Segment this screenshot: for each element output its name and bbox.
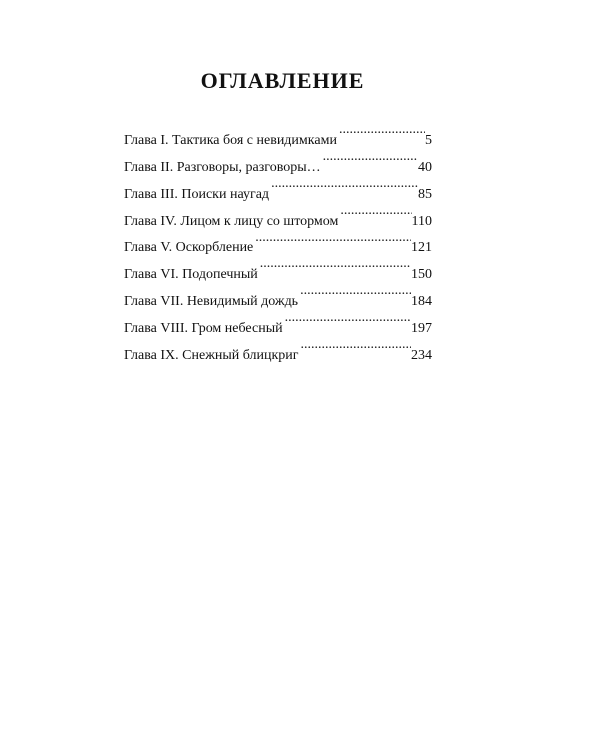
toc-entry bbox=[124, 117, 432, 148]
toc-entry-title: Глава I. Тактика боя с невидимками bbox=[124, 132, 337, 148]
toc-page-number: 197 bbox=[411, 321, 432, 337]
toc-entry-title: Глава VIII. Гром небесный bbox=[124, 321, 283, 337]
toc-entry-title: Глава V. Оскорбление bbox=[124, 240, 254, 256]
toc-entry-title: Глава IX. Снежный блицкриг bbox=[124, 348, 299, 364]
toc-page-number: 121 bbox=[411, 240, 432, 256]
table-of-contents bbox=[124, 117, 432, 364]
dot-leader bbox=[300, 278, 411, 305]
dot-leader bbox=[255, 225, 411, 252]
dot-leader bbox=[301, 332, 411, 359]
toc-page-number: 5 bbox=[425, 132, 432, 148]
toc-entry-title: Глава III. Поиски наугад bbox=[124, 186, 270, 202]
toc-page-number: 184 bbox=[411, 294, 432, 310]
page-title: ОГЛАВЛЕНИЕ bbox=[200, 68, 365, 93]
toc-page-number: 110 bbox=[411, 213, 432, 229]
toc-page-number: 40 bbox=[418, 159, 432, 175]
toc-entry-title: Глава VII. Невидимый дождь bbox=[124, 294, 299, 310]
dot-leader bbox=[323, 144, 418, 171]
dot-leader bbox=[271, 171, 418, 198]
toc-entry-title: Глава II. Разговоры, разговоры… bbox=[124, 159, 321, 175]
toc-page-number: 234 bbox=[411, 348, 432, 364]
toc-page-number: 85 bbox=[418, 186, 432, 202]
dot-leader bbox=[260, 251, 411, 278]
toc-entry-title: Глава VI. Подопечный bbox=[124, 267, 258, 283]
dot-leader bbox=[285, 305, 411, 332]
toc-entry-title: Глава IV. Лицом к лицу со штормом bbox=[124, 213, 339, 229]
dot-leader bbox=[340, 198, 411, 225]
toc-page-number: 150 bbox=[411, 267, 432, 283]
dot-leader bbox=[339, 117, 425, 144]
